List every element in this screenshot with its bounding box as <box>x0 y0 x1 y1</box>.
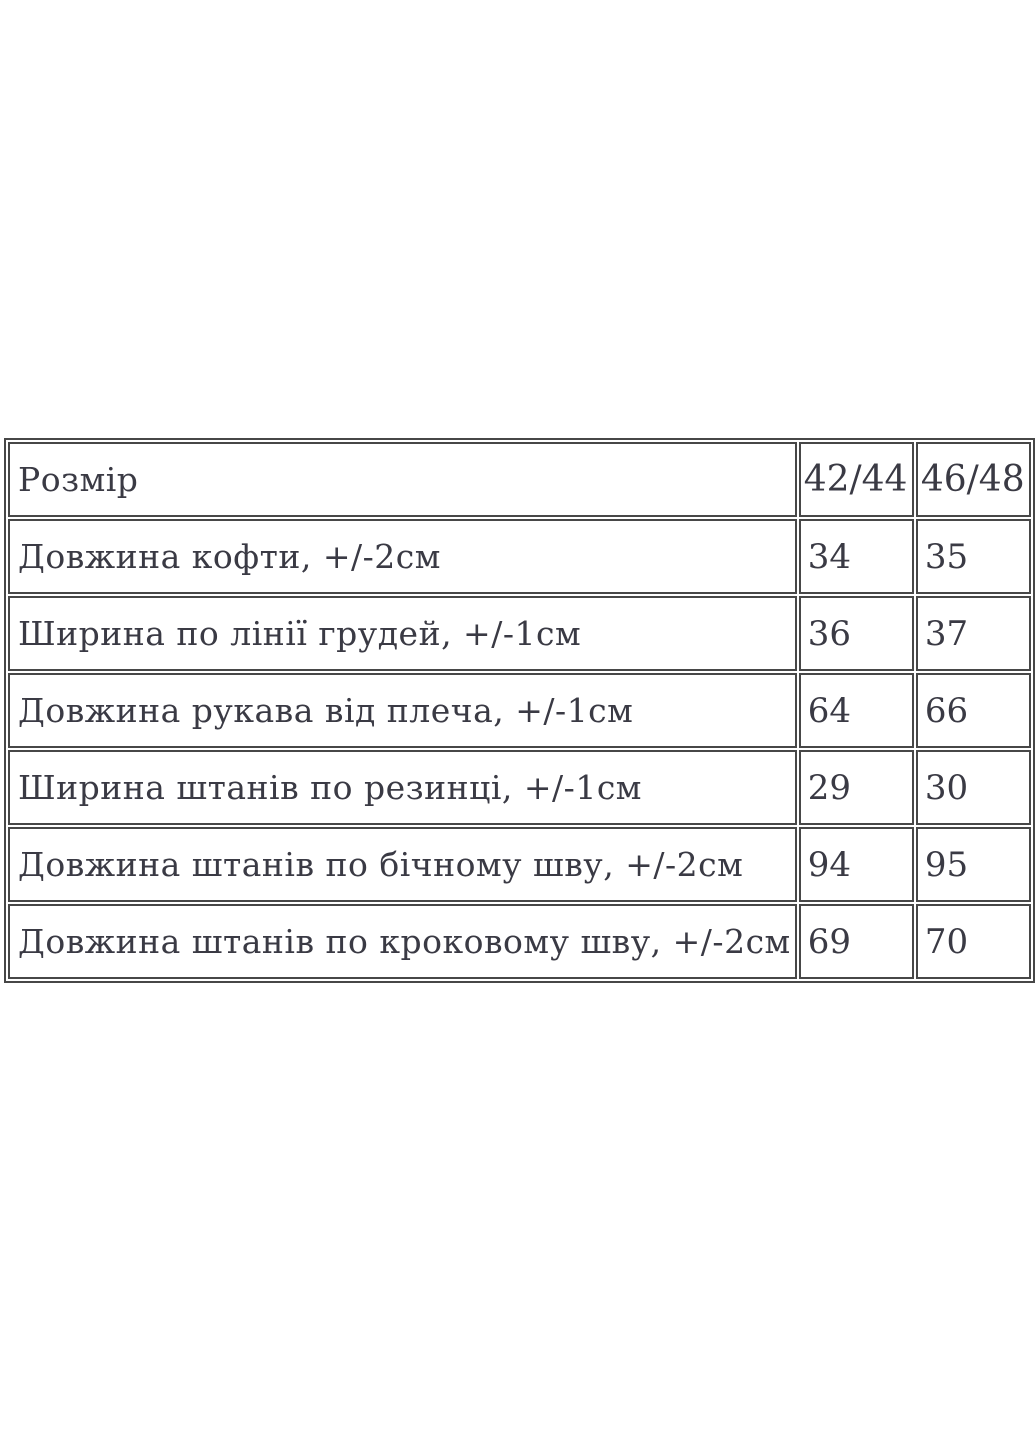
size-column-header-2: 46/48 <box>916 442 1031 517</box>
size-chart-table <box>4 438 1035 983</box>
row-label: Довжина кофти, +/-2см <box>8 519 797 594</box>
table-row <box>8 673 1031 748</box>
row-value-46-48: 66 <box>916 673 1031 748</box>
row-label: Довжина штанів по бічному шву, +/-2см <box>8 827 797 902</box>
table-row <box>8 904 1031 979</box>
row-value-46-48: 30 <box>916 750 1031 825</box>
row-value-42-44: 69 <box>799 904 914 979</box>
row-value-42-44: 36 <box>799 596 914 671</box>
row-value-46-48: 95 <box>916 827 1031 902</box>
row-value-42-44: 64 <box>799 673 914 748</box>
row-value-46-48: 70 <box>916 904 1031 979</box>
row-value-46-48: 37 <box>916 596 1031 671</box>
table-header-row <box>8 442 1031 517</box>
table-row <box>8 519 1031 594</box>
size-column-header-1: 42/44 <box>799 442 914 517</box>
row-value-46-48: 35 <box>916 519 1031 594</box>
header-label: Розмір <box>8 442 797 517</box>
table-row <box>8 827 1031 902</box>
table-row <box>8 596 1031 671</box>
row-label: Ширина штанів по резинці, +/-1см <box>8 750 797 825</box>
table-row <box>8 750 1031 825</box>
row-value-42-44: 29 <box>799 750 914 825</box>
row-value-42-44: 94 <box>799 827 914 902</box>
row-value-42-44: 34 <box>799 519 914 594</box>
row-label: Ширина по лінії грудей, +/-1см <box>8 596 797 671</box>
row-label: Довжина рукава від плеча, +/-1см <box>8 673 797 748</box>
row-label: Довжина штанів по кроковому шву, +/-2см <box>8 904 797 979</box>
